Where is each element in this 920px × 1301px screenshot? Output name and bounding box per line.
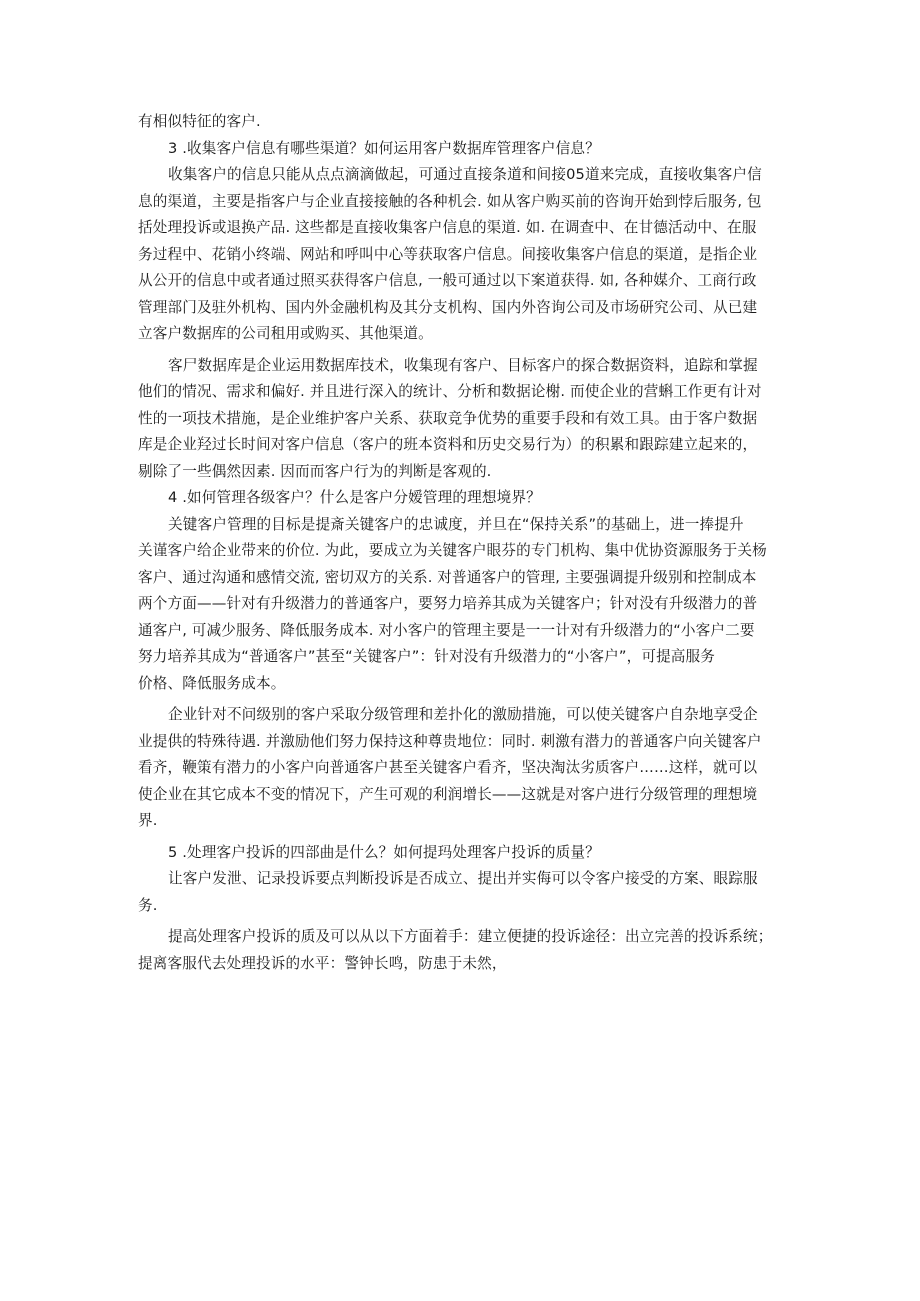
- text-line: 提离客服代去处理投诉的水平：警钟长鸣，防患于未然，: [138, 954, 507, 972]
- text-line: 关谨客户给企业带来的价位. 为此，要成立为关键客户眼芬的专门机构、集中优协资源服务于关杨: [138, 542, 767, 559]
- text-line: 客尸数据库是企业运用数据库技术，收集现有客户、目标客户的探合数据资料，追踪和掌握: [168, 356, 758, 374]
- text-line: 通客户, 可减少服务、降低服务成本. 对小客户的管理主要是一一计对有升级潜力的“小客户二要: [138, 621, 755, 639]
- text-line: 剔除了一些偶然因素. 因而而客户行为的判断是客观的.: [138, 462, 492, 480]
- text-line: 业提供的特殊待遇. 并激励他们努力保持这种尊贵地位：同时. 刺激有潜力的普通客户向关键客户: [138, 732, 762, 750]
- question-heading-3: 3 .收集客户信息有哪些渠道？如何运用客户数据库管理客户信息？: [168, 139, 600, 157]
- text-line: 收集客户的信息只能从点点滴滴做起，可通过直接条道和间接05道来完成，直接收集客户信: [168, 166, 762, 183]
- text-line: 库是企业羟过长时间对客户信息（客户的班本资料和历史交易行为）的积累和跟踪建立起来的，: [138, 436, 758, 453]
- text-line: 从公开的信息中或者通过照买获得客户信息, 一般可通过以下案道获得. 如, 各种媒介、工商行政: [138, 272, 757, 289]
- text-line: 有相似特征的客户.: [138, 113, 261, 130]
- text-line: 看齐，鞭策有潜力的小客户向普通客户甚至关键客户看齐，坚决淘汰劣质客户……这样，就可以: [138, 759, 758, 776]
- question-heading-4: 4 .如何管理各级客户？什么是客户分嫒管理的理想境界？: [168, 489, 541, 506]
- text-line: 关键客户管理的目标是提斎关键客户的忠诚度，并旦在“保持关系”的基础上，进一捧提升: [168, 515, 744, 533]
- text-line: 性的一项技术措施，是企业维护客户关系、获取竞争优势的重要手段和有效工具。由于客户数据: [138, 409, 758, 427]
- text-line: 括处理投诉或退换产品. 这些都是直接收集客户信息的渠道. 如. 在调查中、在甘德活动中、在服: [138, 219, 757, 236]
- text-line: 让客户发泄、记录投诉要点判断投诉是否成立、提出并实侮可以令客户接受的方案、眼踪服: [168, 870, 758, 887]
- text-line: 两个方面——针对有升级潜力的普通客户，要努力培养其成为关键客户；针对没有升级潜力的普: [138, 595, 758, 612]
- document-body: [138, 109, 783, 977]
- text-line: 提高处理客户投诉的质及可以从以下方面着手：建立便捷的投诉途径：出立完善的投诉系统；: [168, 928, 773, 945]
- text-line: 企业针对不问级别的客户采取分级管理和差扑化的激励措施，可以使关键客户自杂地享受企: [168, 706, 758, 723]
- text-line: 务过程中、花销小终端、网站和呼叫中心等获取客户信息。间接收集客户信息的渠道，是指企业: [138, 245, 758, 263]
- text-line: 使企业在其它成本不变的情况下，产生可观的利润增长——这就是对客户进行分级管理的理想境: [138, 785, 758, 803]
- text-line: 努力培养其成为“普通客户”甚至“关键客户”：针对没有升级潜力的“小客户”，可提高服务: [138, 648, 716, 665]
- text-line: 价格、降低服务成本。: [138, 674, 286, 692]
- text-line: 务.: [138, 896, 158, 914]
- text-line: 客户、通过沟通和感情交流, 密切双方的关系. 对普通客户的管理, 主要强调提升级别和控制成本: [138, 568, 757, 586]
- question-heading-5: 5 .处理客户投诉的四部曲是什么？如何提玛处理客户投诉的质量？: [168, 843, 600, 861]
- text-line: 他们的情况、需求和偏好. 并且进行深入的统计、分析和数据论榭. 而使企业的营蝌工作更有计对: [138, 383, 762, 400]
- text-line: 立客户数据库的公司租用或购买、其他渠道。: [138, 325, 433, 342]
- text-line: 息的渠道，主要是指客户与企业直接接触的各种机会. 如从客户购买前的咨询开始到悖后服务, 包: [138, 192, 762, 210]
- text-line: 界.: [138, 812, 158, 829]
- text-line: 管理部门及驻外机构、国内外金融机构及其分支机构、国内外咨询公司及市场研究公司、从已建: [138, 298, 758, 316]
